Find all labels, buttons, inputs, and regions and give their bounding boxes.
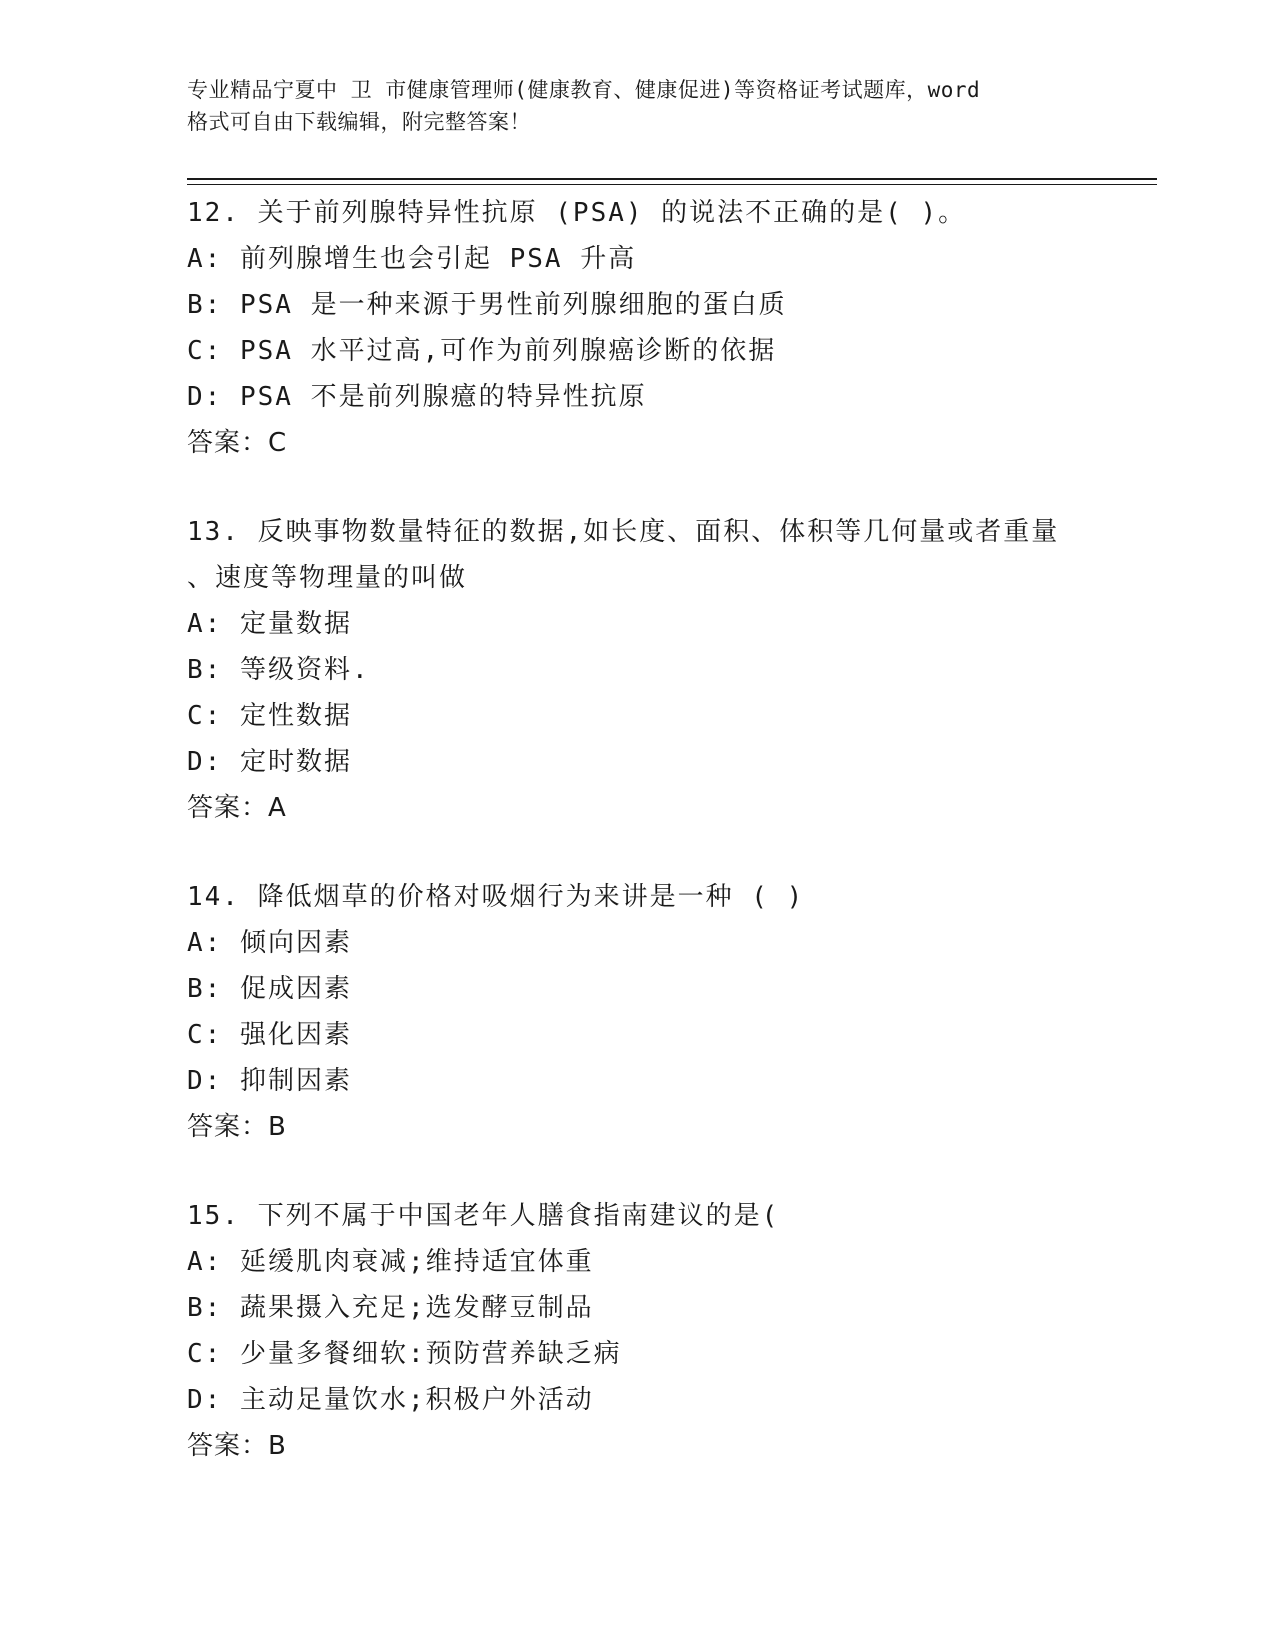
option-b: B: 蔬果摄入充足;选发酵豆制品 — [187, 1293, 594, 1323]
header-divider-thin — [187, 184, 1157, 185]
option-a: A: 延缓肌肉衰减;维持适宜体重 — [187, 1247, 594, 1277]
answer-line: 答案：C — [187, 428, 288, 458]
option-c: C: 少量多餐细软:预防营养缺乏病 — [187, 1339, 622, 1369]
option-c: C: 定性数据 — [187, 701, 352, 731]
header-line-2: 格式可自由下载编辑，附完整答案！ — [187, 110, 531, 134]
option-d: D: 定时数据 — [187, 747, 352, 777]
question-stem: 13. 反映事物数量特征的数据,如长度、面积、体积等几何量或者重量 — [187, 517, 1060, 547]
question-stem: 15. 下列不属于中国老年人膳食指南建议的是( — [187, 1201, 780, 1231]
header-divider-thick — [187, 178, 1157, 180]
option-c: C: PSA 水平过高,可作为前列腺癌诊断的依据 — [187, 336, 777, 366]
header-line-1: 专业精品宁夏中 卫 市健康管理师(健康教育、健康促进)等资格证考试题库，word — [187, 78, 981, 102]
option-a: A: 定量数据 — [187, 609, 352, 639]
option-d: D: 抑制因素 — [187, 1066, 352, 1096]
document-header — [187, 74, 1087, 138]
question-list — [187, 190, 1087, 1469]
answer-line: 答案：B — [187, 1431, 287, 1461]
answer-line: 答案：A — [187, 793, 287, 823]
option-a: A: 前列腺增生也会引起 PSA 升高 — [187, 244, 637, 274]
option-b: B: 促成因素 — [187, 974, 352, 1004]
option-c: C: 强化因素 — [187, 1020, 352, 1050]
question-stem-continued: 、速度等物理量的叫做 — [187, 563, 468, 593]
question-stem: 12. 关于前列腺特异性抗原 (PSA) 的说法不正确的是( )。 — [187, 198, 967, 228]
answer-line: 答案：B — [187, 1112, 287, 1142]
question-13 — [187, 509, 1087, 874]
question-stem: 14. 降低烟草的价格对吸烟行为来讲是一种 ( ) — [187, 882, 805, 912]
option-d: D: 主动足量饮水;积极户外活动 — [187, 1385, 594, 1415]
option-b: B: 等级资料. — [187, 655, 370, 685]
question-15 — [187, 1193, 1087, 1469]
question-12 — [187, 190, 1087, 509]
option-a: A: 倾向因素 — [187, 928, 352, 958]
option-b: B: PSA 是一种来源于男性前列腺细胞的蛋白质 — [187, 290, 787, 320]
option-d: D: PSA 不是前列腺癔的特异性抗原 — [187, 382, 647, 412]
question-14 — [187, 874, 1087, 1193]
